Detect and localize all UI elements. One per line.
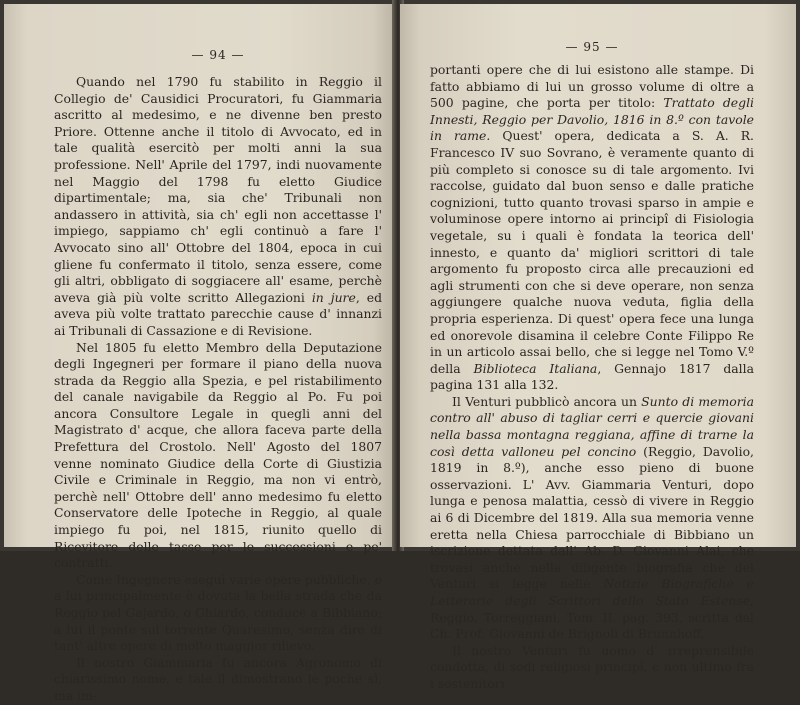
text-run: Quest' opera, dedicata a S. A. R. Francesco IV suo Sovrano, è veramente quanto di più completo si conosce su di tale argomento. Ivi raccolse, guidato dal buon senso e dalle pratiche cognizioni, tutto quanto trovasi sparso in ampie e voluminose opere intorno ai principî di Fisiologia vegetale, su i quali è fondata la teorica dell' innesto, e quanto da' migliori scrittori di tale argomento fu proposto circa alle precauzioni ed agli strumenti con che si deve operare, non senza aggiungere qualche nuova veduta, figlia della propria esperienza. Di quest' opera fece una lunga ed onorevole disamina il celebre Conte Filippo Re in un articolo assai bello, che si legge nel Tomo V.º della	[430, 128, 754, 376]
text-run: portanti opere che di lui esistono alle stampe. Di fatto abbiamo di lui un grosso volume di oltre a 500 pagine, che porta per titolo:	[430, 62, 754, 111]
italic-text: Biblioteca Italiana	[473, 360, 598, 376]
text-run: , Reggio, Torreggiani, Tom. II. pag. 393, scritta dal Ch. Prof. Giovanni de Brignoli di Brunnhoff.	[430, 593, 754, 642]
text-run: Nel 1805 fu eletto Membro della Deputazione degli Ingegneri per formare il piano della nuova strada da Reggio alla Spezia, e pel ristabilimento del canale navigabile da Reggio al Po. Fu poi ancora Consultore Legale in quegli anni del Magistrato d' acque, che allora faceva parte della Prefettura del Crostolo. Nell' Agosto del 1807 venne nominato Giudice della Corte di Giustizia Civile e Criminale in Reggio, ma non vi entrò, perchè nell' Ottobre dell' anno medesimo fu eletto Conservatore delle Ipoteche in Reggio, al quale impiego fu poi, nel 1815, riunito quello di Ricevitore delle tasse per le successioni e pe' contratti.	[54, 339, 382, 571]
right-page-number: — 95 —	[565, 40, 619, 54]
paragraph	[430, 643, 754, 693]
paragraph	[430, 62, 754, 394]
paragraph	[54, 572, 382, 655]
italic-text: Notizie Biografiche e Letterarie degli Scrittori dello Stato Estense	[430, 576, 754, 608]
text-run: Il Venturi pubblicò ancora un	[452, 393, 642, 409]
left-page	[4, 4, 396, 703]
italic-text: Trattato degli Innesti, Reggio per Davolio, 1816 in 8.º con tavole in rame.	[430, 95, 754, 144]
italic-text: in jure	[311, 289, 356, 305]
paragraph	[54, 74, 382, 340]
right-page-text	[430, 62, 754, 693]
paragraph	[430, 394, 754, 643]
text-run: Il nostro Giammaria fu ancora Agronomo di chiarissimo nome, e tale il dimostrano le poche sì, ma im-	[54, 654, 382, 703]
text-run: Come Ingegnere eseguì varie opere pubbliche, e a lui principalmente è dovuta la bella strada che da Reggio pel Gajardo, o Ghiardo, conduce a Bibbiano; a lui il ponte sul torrente Quaresimo, senza dire di tant' altre opere di molto maggior rilievo.	[54, 571, 383, 654]
right-page	[400, 4, 796, 691]
left-page-text	[54, 74, 382, 705]
paragraph	[54, 340, 382, 572]
text-run: Il nostro Venturi fu uomo d' irreprensibile condotta, di sodi religiosi principî, e non ultimo fra i sostenitori	[430, 642, 754, 691]
text-run: (Reggio, Davolio, 1819 in 8.º), anche esso pieno di buone osservazioni. L' Avv. Giammaria Venturi, dopo lunga e penosa malattia, cessò di vivere in Reggio ai 6 di Dicembre del 1819. Alla sua memoria venne eretta nella Chiesa parrocchiale di Bibbiano un iscrizione dettata dall' Ab. D. Giovanni Alai, che trovasi anche nella diligente biografia che del Venturi si legge nelle	[430, 443, 754, 592]
italic-text: Sunto di memoria contro all' abuso di tagliar cerri e quercie giovani nella bassa montagna reggiana, affine di trarne la così detta valloneu pel concino	[430, 393, 754, 459]
text-run: Quando nel 1790 fu stabilito in Reggio il Collegio de' Causidici Procuratori, fu Giammaria ascritto al medesimo, e ne divenne ben presto Priore. Ottenne anche il titolo di Avvocato, ed in tale qualità esercitò per molti anni la sua professione. Nell' Aprile del 1797, indi nuovamente nel Maggio del 1798 fu eletto Giudice dipartimentale; ma, sia che' Tribunali non andassero in attività, sia ch' egli non accettasse l' impiego, sappiamo ch' egli continuò a fare l' Avvocato sino all' Ottobre del 1804, epoca in cui gliene fu confermato il titolo, senza essere, come gli altri, obbligato di soggiacere all' esame, perchè aveva già più volte scritto Allegazioni	[54, 74, 382, 305]
paragraph	[54, 655, 382, 705]
text-run: , ed aveva più volte trattato parecchie cause d' innanzi ai Tribunali di Cassazione e di Revisione.	[54, 289, 382, 338]
text-run: , Gennajo 1817 dalla pagina 131 alla 132.	[430, 360, 754, 393]
left-page-number: — 94 —	[191, 48, 245, 62]
